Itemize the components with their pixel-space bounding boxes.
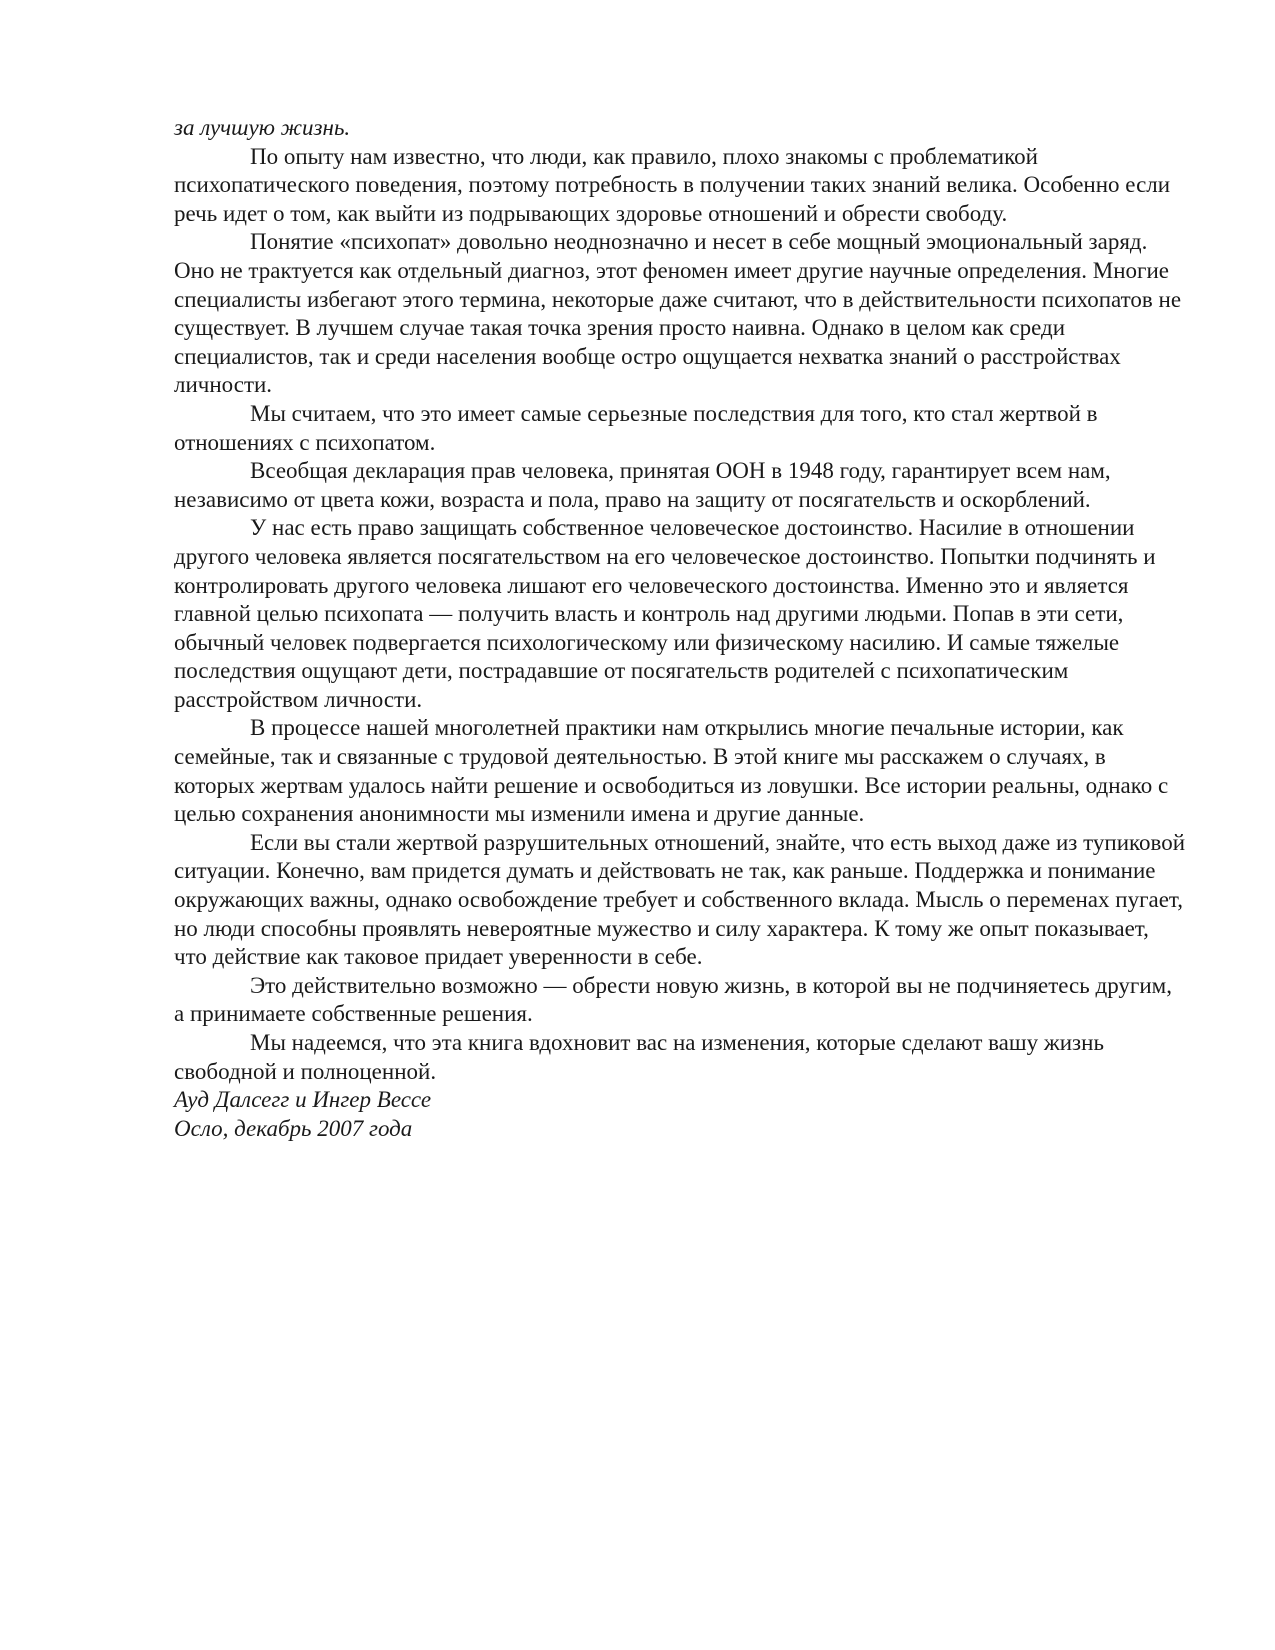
paragraph: У нас есть право защищать собственное человеческое достоинство. Насилие в отношении другого человека является посягательством на его человеческое достоинство. Попытки подчинять и контролировать другого человека лишают его человеческого достоинства. Именно это и является главной целью психопата — получить власть и контроль над другими людьми. Попав в эти сети, обычный человек подвергается психологическому или физическому насилию. И самые тяжелые последствия ощущают дети, пострадавшие от посягательств родителей с психопатическим расстройством личности. bbox=[174, 515, 1156, 712]
paragraph: Это действительно возможно — обрести новую жизнь, в которой вы не подчиняетесь другим, а принимаете собственные решения. bbox=[174, 972, 1172, 1027]
document-page bbox=[174, 114, 1186, 1143]
paragraph: Мы надеемся, что эта книга вдохновит вас на изменения, которые сделают вашу жизнь свободной и полноценной. bbox=[174, 1030, 1104, 1084]
place-date: Осло, декабрь 2007 года bbox=[174, 1115, 413, 1141]
paragraph: Если вы стали жертвой разрушительных отношений, знайте, что есть выход даже из тупиковой ситуации. Конечно, вам придется думать и действовать не так, как раньше. Поддержка и понимание окружающих важны, однако освобождение требует и собственного вклада. Мысль о переменах пугает, но люди способны проявлять невероятные мужество и силу характера. К тому же опыт показывает, что действие как таковое придает уверенности в себе. bbox=[174, 829, 1186, 970]
signature: Ауд Далсегг и Ингер Вессе bbox=[174, 1087, 432, 1113]
paragraph: По опыту нам известно, что люди, как правило, плохо знакомы с проблематикой психопатического поведения, поэтому потребность в получении таких знаний велика. Особенно если речь идет о том, как выйти из подрывающих здоровье отношений и обрести свободу. bbox=[174, 143, 1171, 226]
paragraph: В процессе нашей многолетней практики нам открылись многие печальные истории, как семейные, так и связанные с трудовой деятельностью. В этой книге мы расскажем о случаях, в которых жертвам удалось найти решение и освободиться из ловушки. Все истории реальны, однако с целью сохранения анонимности мы изменили имена и другие данные. bbox=[174, 715, 1169, 827]
paragraph: Понятие «психопат» довольно неоднозначно и несет в себе мощный эмоциональный заряд. Оно не трактуется как отдельный диагноз, этот феномен имеет другие научные определения. Многие специалисты избегают этого термина, некоторые даже считают, что в действительности психопатов не существует. В лучшем случае такая точка зрения просто наивна. Однако в целом как среди специалистов, так и среди населения вообще остро ощущается нехватка знаний о расстройствах личности. bbox=[174, 229, 1182, 398]
paragraph: Всеобщая декларация прав человека, принятая ООН в 1948 году, гарантирует всем нам, независимо от цвета кожи, возраста и пола, право на защиту от посягательств и оскорблений. bbox=[174, 458, 1111, 512]
paragraph: Мы считаем, что это имеет самые серьезные последствия для того, кто стал жертвой в отношениях с психопатом. bbox=[174, 400, 1098, 455]
lead-line: за лучшую жизнь. bbox=[174, 115, 351, 140]
